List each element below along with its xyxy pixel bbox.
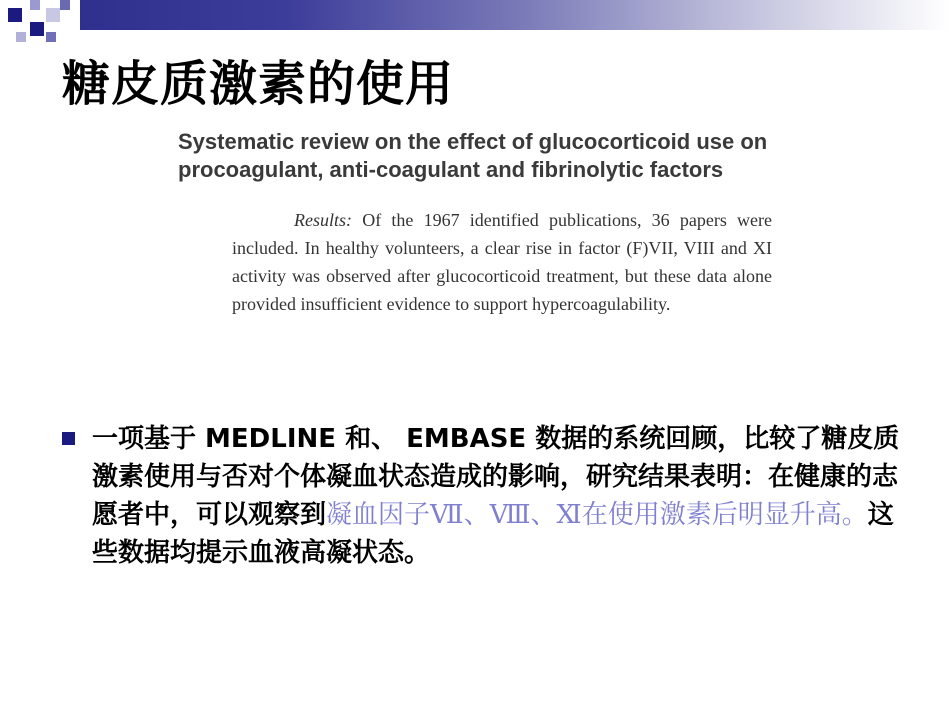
paper-results	[232, 206, 772, 318]
results-text: Of the 1967 identified publications, 36 papers were included. In healthy volunteers, a clear rise in factor (F)VII, VIII and XI activity was observed after glucocorticoid treatment, but these data alone provided insufficient evidence to support hypercoagulability.	[232, 210, 772, 314]
paper-excerpt-image	[170, 120, 820, 355]
bullet-text	[92, 420, 902, 572]
results-label: Results:	[294, 210, 352, 230]
bullet-text-tail: 这些数据均提示血液高凝状态。	[92, 500, 894, 568]
square-bullet-icon	[62, 432, 75, 445]
bullet-highlight: 凝血因子Ⅶ、Ⅷ、Ⅺ在使用激素后明显升高。	[326, 500, 868, 530]
bullet-text-main: 一项基于 MEDLINE 和、 EMBASE 数据的系统回顾，比较了糖皮质激素使用与否对个体凝血状态造成的影响，研究结果表明：在健康的志愿者中，可以观察到	[92, 424, 900, 530]
top-decor-bar	[0, 0, 950, 30]
paper-title: Systematic review on the effect of glucocorticoid use on procoagulant, anti-coagulant and fibrinolytic factors	[178, 129, 768, 182]
slide-title: 糖皮质激素的使用	[62, 56, 455, 112]
